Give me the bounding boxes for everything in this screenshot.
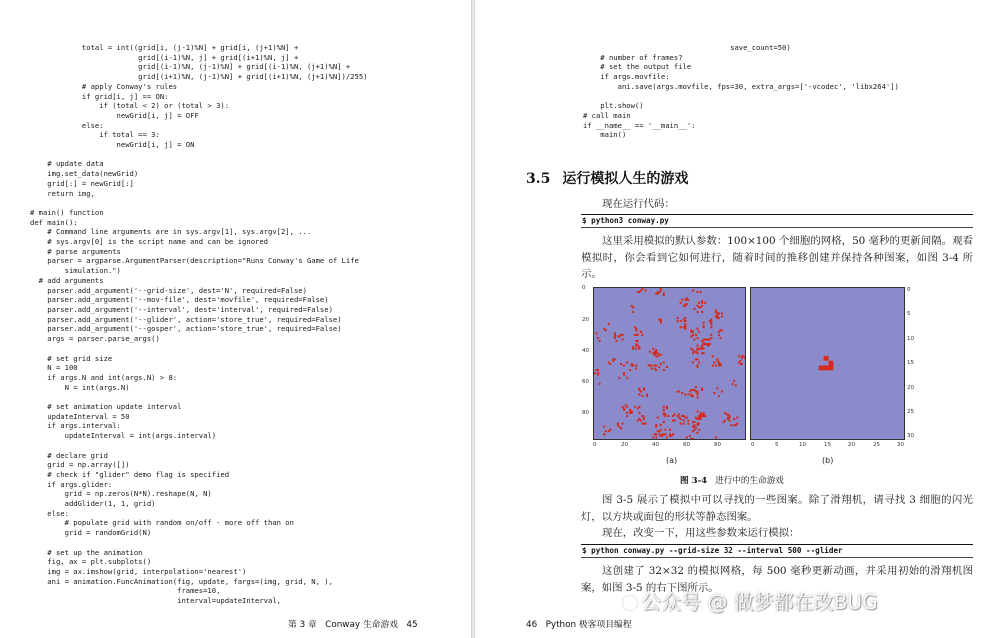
live-cell: [617, 423, 619, 425]
live-cell: [603, 433, 605, 435]
paragraph-glider-result: 这创建了 32×32 的模拟网格，每 500 毫秒更新动画，并采用初始的滑翔机图案，如图 3-5 的右下图所示。: [581, 565, 973, 594]
command-box-glider: $ python conway.py --grid-size 32 --interval 500 --glider: [581, 544, 973, 558]
live-cell: [701, 300, 703, 302]
live-cell: [657, 417, 659, 419]
live-cell: [684, 299, 686, 301]
live-cell: [712, 365, 714, 367]
section-number: 3.5: [526, 171, 551, 187]
plot-b-cells: [751, 288, 905, 440]
live-cell: [640, 391, 642, 393]
section-heading: [526, 168, 688, 188]
live-cell: [657, 355, 659, 357]
live-cell: [703, 326, 705, 328]
live-cell: [618, 426, 620, 428]
live-cell: [693, 429, 695, 431]
live-cell: [680, 423, 682, 425]
live-cell: [618, 377, 620, 379]
live-cell: [660, 363, 662, 365]
plot-a-xtick: 0: [593, 442, 597, 448]
live-cell: [618, 335, 620, 337]
plot-a-xtick: 80: [714, 442, 721, 448]
live-cell: [692, 290, 694, 292]
live-cell: [634, 406, 636, 408]
live-cell: [655, 369, 657, 371]
plot-b-xtick: 5: [775, 442, 779, 448]
live-cell: [721, 316, 723, 318]
live-cell: [695, 334, 697, 336]
left-book-page: [0, 0, 471, 638]
live-cell: [693, 338, 695, 340]
live-cell: [690, 331, 692, 333]
plot-b-ytick: 0: [907, 287, 911, 293]
live-cell: [739, 363, 741, 365]
live-cell: [649, 351, 651, 353]
live-cell: [683, 305, 685, 307]
live-cell: [605, 329, 607, 331]
live-cell: [719, 337, 721, 339]
plot-b-xtick: 25: [873, 442, 880, 448]
plot-b-ytick: 15: [907, 360, 914, 366]
live-cell: [693, 308, 695, 310]
live-cell: [594, 372, 596, 374]
live-cell: [745, 355, 746, 357]
live-cell: [631, 412, 633, 414]
live-cell: [638, 394, 640, 396]
live-cell: [663, 409, 665, 411]
code-listing-left: total = int((grid[i, (j-1)%N] + grid[i, (j+1)%N] + grid[(i-1)%N, j] + grid[(i+1)%N, j] + grid[(i-1)%N, (j-1)%N] + grid[(i-1)%N, (j+1)%N] + grid[(i+1)%N, (j-1)%N] + grid[(i+1)%N, (j+1)%N])/255) # apply Conway's rules if grid[i, j] == ON: if (total < 2) or (total > 3): newGrid[i, j] = OFF else: if total == 3: newGrid[i, j] = ON # update data img.set_data(newGrid) grid[:] = newGrid[:] return img, # main() function def main(): # Command line arguments are in sys.argv[1], sys.argv[2], ... # sys.argv[0] is the script name and can be ignored # parse arguments parser = argparse.ArgumentParser(description="Runs Conway's Game of Life simulation.") # add arguments parser.add_argument('--grid-size', dest='N', required=False) parser.add_argument('--mov-file', dest='movfile', required=False) parser.add_argument('--interval', dest='interval', required=False) parser.add_argument('--glider', action='store_true', required=False) parser.add_argument('--gosper', action='store_true', required=False) args = parser.parse_args() # set grid size N = 100 if args.N and int(args.N) > 8: N = int(args.N) # set animation update interval updateInterval = 50 if args.interval: updateInterval = int(args.interval) # declare grid grid = np.array([]) # check if "glider" demo flag is specified if args.glider: grid = np.zeros(N*N).reshape(N, N) addGlider(1, 1, grid) else: # populate grid with random on/off - more off than on grid = randomGrid(N) # set up the animation fig, ax = plt.subplots() img = ax.imshow(grid, interpolation='nearest') ani = animation.FuncAnimation(fig, update, fargs=(img, grid, N, ), frames=10, interval=updateInterval,: [30, 43, 368, 606]
live-cell: [634, 326, 636, 328]
live-cell: [713, 392, 715, 394]
plot-b-xtick: 10: [799, 442, 806, 448]
live-cell: [718, 312, 720, 314]
live-cell: [599, 383, 601, 385]
live-cell: [638, 348, 640, 350]
live-cell: [697, 311, 699, 313]
live-cell: [686, 436, 688, 438]
live-cell: [660, 354, 662, 356]
plot-a-xtick: 20: [621, 442, 628, 448]
live-cell: [646, 394, 648, 396]
live-cell: [718, 334, 720, 336]
live-cell: [697, 337, 699, 339]
plot-b-xtick: 0: [751, 442, 755, 448]
live-cell: [626, 415, 628, 417]
live-cell: [698, 418, 700, 420]
live-cell: [697, 358, 699, 360]
live-cell: [693, 421, 695, 423]
live-cell: [681, 299, 683, 301]
live-cell: [677, 320, 679, 322]
live-cell: [655, 436, 657, 438]
live-cell: [632, 311, 634, 313]
live-cell: [657, 291, 659, 293]
live-cell: [710, 326, 712, 328]
plot-b-xtick: 20: [848, 442, 855, 448]
live-cell: [700, 306, 702, 308]
live-cell: [732, 383, 734, 385]
live-cell: [683, 415, 685, 417]
live-cell: [687, 420, 689, 422]
glider-cell: [824, 366, 829, 371]
figure-caption-text: 进行中的生命游戏: [715, 476, 784, 486]
live-cell: [643, 423, 645, 425]
live-cell: [672, 415, 674, 417]
live-cell: [683, 420, 685, 422]
live-cell: [697, 352, 699, 354]
live-cell: [631, 365, 633, 367]
live-cell: [700, 412, 702, 414]
intro-paragraph: 现在运行代码：: [602, 198, 675, 210]
live-cell: [657, 430, 659, 432]
live-cell: [615, 340, 617, 342]
live-cell: [697, 348, 699, 350]
live-cell: [716, 316, 718, 318]
plot-a-ytick: 60: [582, 379, 589, 385]
live-cell: [666, 407, 668, 409]
live-cell: [638, 291, 640, 293]
plot-b-ytick: 10: [907, 336, 914, 342]
live-cell: [652, 436, 654, 438]
live-cell: [736, 417, 738, 419]
live-cell: [718, 395, 720, 397]
live-cell: [683, 423, 685, 425]
live-cell: [651, 365, 653, 367]
live-cell: [664, 429, 666, 431]
live-cell: [643, 387, 645, 389]
live-cell: [635, 348, 637, 350]
live-cell: [663, 433, 665, 435]
live-cell: [663, 361, 665, 363]
live-cell: [721, 391, 723, 393]
figure-3-4: [582, 285, 917, 470]
live-cell: [622, 423, 624, 425]
live-cell: [680, 302, 682, 304]
live-cell: [698, 331, 700, 333]
live-cell: [614, 334, 616, 336]
live-cell: [701, 340, 703, 342]
plot-a-ytick: 40: [582, 348, 589, 354]
live-cell: [623, 365, 625, 367]
live-cell: [654, 365, 656, 367]
live-cell: [655, 433, 657, 435]
live-cell: [638, 412, 640, 414]
live-cell: [635, 343, 637, 345]
live-cell: [666, 366, 668, 368]
live-cell: [629, 369, 631, 371]
live-cell: [703, 322, 705, 324]
live-cell: [640, 331, 642, 333]
live-cell: [660, 429, 662, 431]
page-footer-left: 第 3 章 Conway 生命游戏 45: [288, 620, 418, 630]
live-cell: [620, 363, 622, 365]
watermark-text: 公众号 @ 做梦都在改BUG: [641, 590, 878, 614]
live-cell: [623, 409, 625, 411]
live-cell: [599, 340, 601, 342]
live-cell: [635, 365, 637, 367]
live-cell: [597, 369, 599, 371]
live-cell: [626, 406, 628, 408]
live-cell: [658, 433, 660, 435]
paragraph-default-params: 这里采用模拟的默认参数：100×100 个细胞的网格，50 毫秒的更新间隔。观看模拟时，你会看到它如何进行，随着时间的推移创建并保持各种图案，如图 3-4 所示。: [581, 235, 973, 280]
live-cell: [698, 302, 700, 304]
live-cell: [698, 429, 700, 431]
live-cell: [644, 290, 646, 292]
live-cell: [664, 415, 666, 417]
live-cell: [733, 380, 735, 382]
live-cell: [626, 361, 628, 363]
live-cell: [710, 323, 712, 325]
live-cell: [596, 332, 598, 334]
live-cell: [709, 338, 711, 340]
glider-cell: [829, 366, 834, 371]
live-cell: [684, 323, 686, 325]
plot-b-ytick: 30: [907, 433, 914, 439]
live-cell: [692, 334, 694, 336]
live-cell: [680, 320, 682, 322]
live-cell: [680, 326, 682, 328]
live-cell: [692, 438, 694, 440]
live-cell: [638, 406, 640, 408]
live-cell: [697, 345, 699, 347]
live-cell: [729, 415, 731, 417]
live-cell: [703, 352, 705, 354]
live-cell: [715, 436, 717, 438]
live-cell: [697, 291, 699, 293]
live-cell: [697, 410, 699, 412]
live-cell: [623, 374, 625, 376]
live-cell: [663, 369, 665, 371]
live-cell: [697, 392, 699, 394]
live-cell: [709, 320, 711, 322]
live-cell: [687, 423, 689, 425]
live-cell: [684, 317, 686, 319]
live-cell: [663, 421, 665, 423]
live-cell: [605, 430, 607, 432]
live-cell: [637, 340, 639, 342]
live-cell: [719, 329, 721, 331]
live-cell: [712, 355, 714, 357]
live-cell: [635, 368, 637, 370]
live-cell: [655, 352, 657, 354]
live-cell: [660, 290, 662, 292]
live-cell: [726, 413, 728, 415]
live-cell: [597, 337, 599, 339]
page-footer-right: 46 Python 极客项目编程: [526, 620, 632, 630]
live-cell: [652, 348, 654, 350]
figure-caption: [680, 474, 784, 486]
live-cell: [669, 435, 671, 437]
live-cell: [603, 426, 605, 428]
live-cell: [626, 377, 628, 379]
live-cell: [597, 372, 599, 374]
live-cell: [697, 365, 699, 367]
plot-a-xtick: 60: [683, 442, 690, 448]
live-cell: [692, 352, 694, 354]
figure-caption-number: 图 3-4: [680, 476, 708, 486]
live-cell: [697, 432, 699, 434]
live-cell: [608, 430, 610, 432]
live-cell: [641, 334, 643, 336]
live-cell: [663, 412, 665, 414]
watermark: [623, 586, 878, 615]
live-cell: [626, 412, 628, 414]
live-cell: [745, 361, 746, 363]
live-cell: [609, 363, 611, 365]
live-cell: [663, 294, 665, 296]
live-cell: [741, 355, 743, 357]
plot-b-xtick: 30: [897, 442, 904, 448]
live-cell: [666, 436, 668, 438]
live-cell: [674, 420, 676, 422]
live-cell: [635, 334, 637, 336]
live-cell: [698, 361, 700, 363]
plot-b-ytick: 5: [907, 311, 911, 317]
live-cell: [723, 421, 725, 423]
live-cell: [660, 424, 662, 426]
plot-b-grid: [750, 287, 905, 440]
plot-a-xtick: 40: [652, 442, 659, 448]
live-cell: [736, 423, 738, 425]
live-cell: [733, 418, 735, 420]
live-cell: [692, 361, 694, 363]
live-cell: [689, 435, 691, 437]
paragraph-patterns: 图 3-5 展示了模拟中可以寻找的一些图案。除了滑翔机，请寻找 3 细胞的闪光灯，以方块或面包的形状等静态图案。: [581, 494, 973, 523]
live-cell: [677, 415, 679, 417]
plot-a-grid: [593, 287, 746, 440]
live-cell: [622, 334, 624, 336]
live-cell: [733, 424, 735, 426]
plot-a-label: (a): [666, 456, 678, 465]
live-cell: [715, 309, 717, 311]
live-cell: [716, 387, 718, 389]
live-cell: [707, 345, 709, 347]
live-cell: [710, 334, 712, 336]
live-cell: [658, 366, 660, 368]
live-cell: [716, 360, 718, 362]
live-cell: [631, 305, 633, 307]
live-cell: [612, 360, 614, 362]
live-cell: [687, 394, 689, 396]
section-title: 运行模拟人生的游戏: [562, 171, 689, 187]
glider-cell: [819, 366, 824, 371]
live-cell: [703, 413, 705, 415]
live-cell: [672, 433, 674, 435]
live-cell: [692, 349, 694, 351]
live-cell: [745, 357, 746, 359]
live-cell: [715, 365, 717, 367]
plot-a-ytick: 80: [582, 410, 589, 416]
live-cell: [658, 319, 660, 321]
plot-b-xtick: 15: [824, 442, 831, 448]
live-cell: [667, 415, 669, 417]
live-cell: [697, 397, 699, 399]
glider-cell: [829, 361, 834, 366]
live-cell: [704, 338, 706, 340]
plot-a-ytick: 20: [582, 317, 589, 323]
live-cell: [713, 439, 715, 440]
live-cell: [690, 389, 692, 391]
glider-cell: [824, 356, 829, 361]
live-cell: [718, 365, 720, 367]
live-cell: [700, 291, 702, 293]
live-cell: [738, 355, 740, 357]
live-cell: [684, 326, 686, 328]
live-cell: [697, 305, 699, 307]
plot-a-cells: [594, 288, 746, 440]
live-cell: [697, 328, 699, 330]
live-cell: [692, 426, 694, 428]
live-cell: [730, 424, 732, 426]
live-cell: [681, 392, 683, 394]
live-cell: [684, 394, 686, 396]
live-cell: [637, 420, 639, 422]
live-cell: [695, 386, 697, 388]
live-cell: [663, 406, 665, 408]
live-cell: [690, 394, 692, 396]
live-cell: [651, 368, 653, 370]
live-cell: [701, 311, 703, 313]
live-cell: [697, 424, 699, 426]
plot-b-ytick: 20: [907, 385, 914, 391]
plot-b-label: (b): [822, 456, 834, 465]
live-cell: [687, 299, 689, 301]
paragraph-change-params: 现在，改变一下，用这些参数来运行模拟：: [602, 527, 800, 539]
live-cell: [735, 384, 737, 386]
live-cell: [704, 302, 706, 304]
live-cell: [614, 337, 616, 339]
live-cell: [660, 322, 662, 324]
live-cell: [608, 323, 610, 325]
live-cell: [701, 387, 703, 389]
live-cell: [678, 391, 680, 393]
live-cell: [677, 317, 679, 319]
live-cell: [729, 420, 731, 422]
live-cell: [632, 348, 634, 350]
live-cell: [641, 395, 643, 397]
plot-b-ytick: 25: [907, 409, 914, 415]
live-cell: [655, 424, 657, 426]
live-cell: [622, 338, 624, 340]
live-cell: [652, 352, 654, 354]
plot-a-ytick: 0: [582, 285, 586, 291]
command-box-run: $ python3 conway.py: [581, 214, 973, 228]
live-cell: [721, 312, 723, 314]
live-cell: [641, 415, 643, 417]
wechat-icon: [623, 596, 637, 610]
code-listing-right: save_count=50) # number of frames? # set the output file if args.movfile: ani.save(args.movfile, fps=30, extra_args=['-vcodec', 'libx264']) plt.show() # call main if __name__ == '__main__': main(): [583, 43, 899, 140]
live-cell: [669, 429, 671, 431]
live-cell: [713, 361, 715, 363]
